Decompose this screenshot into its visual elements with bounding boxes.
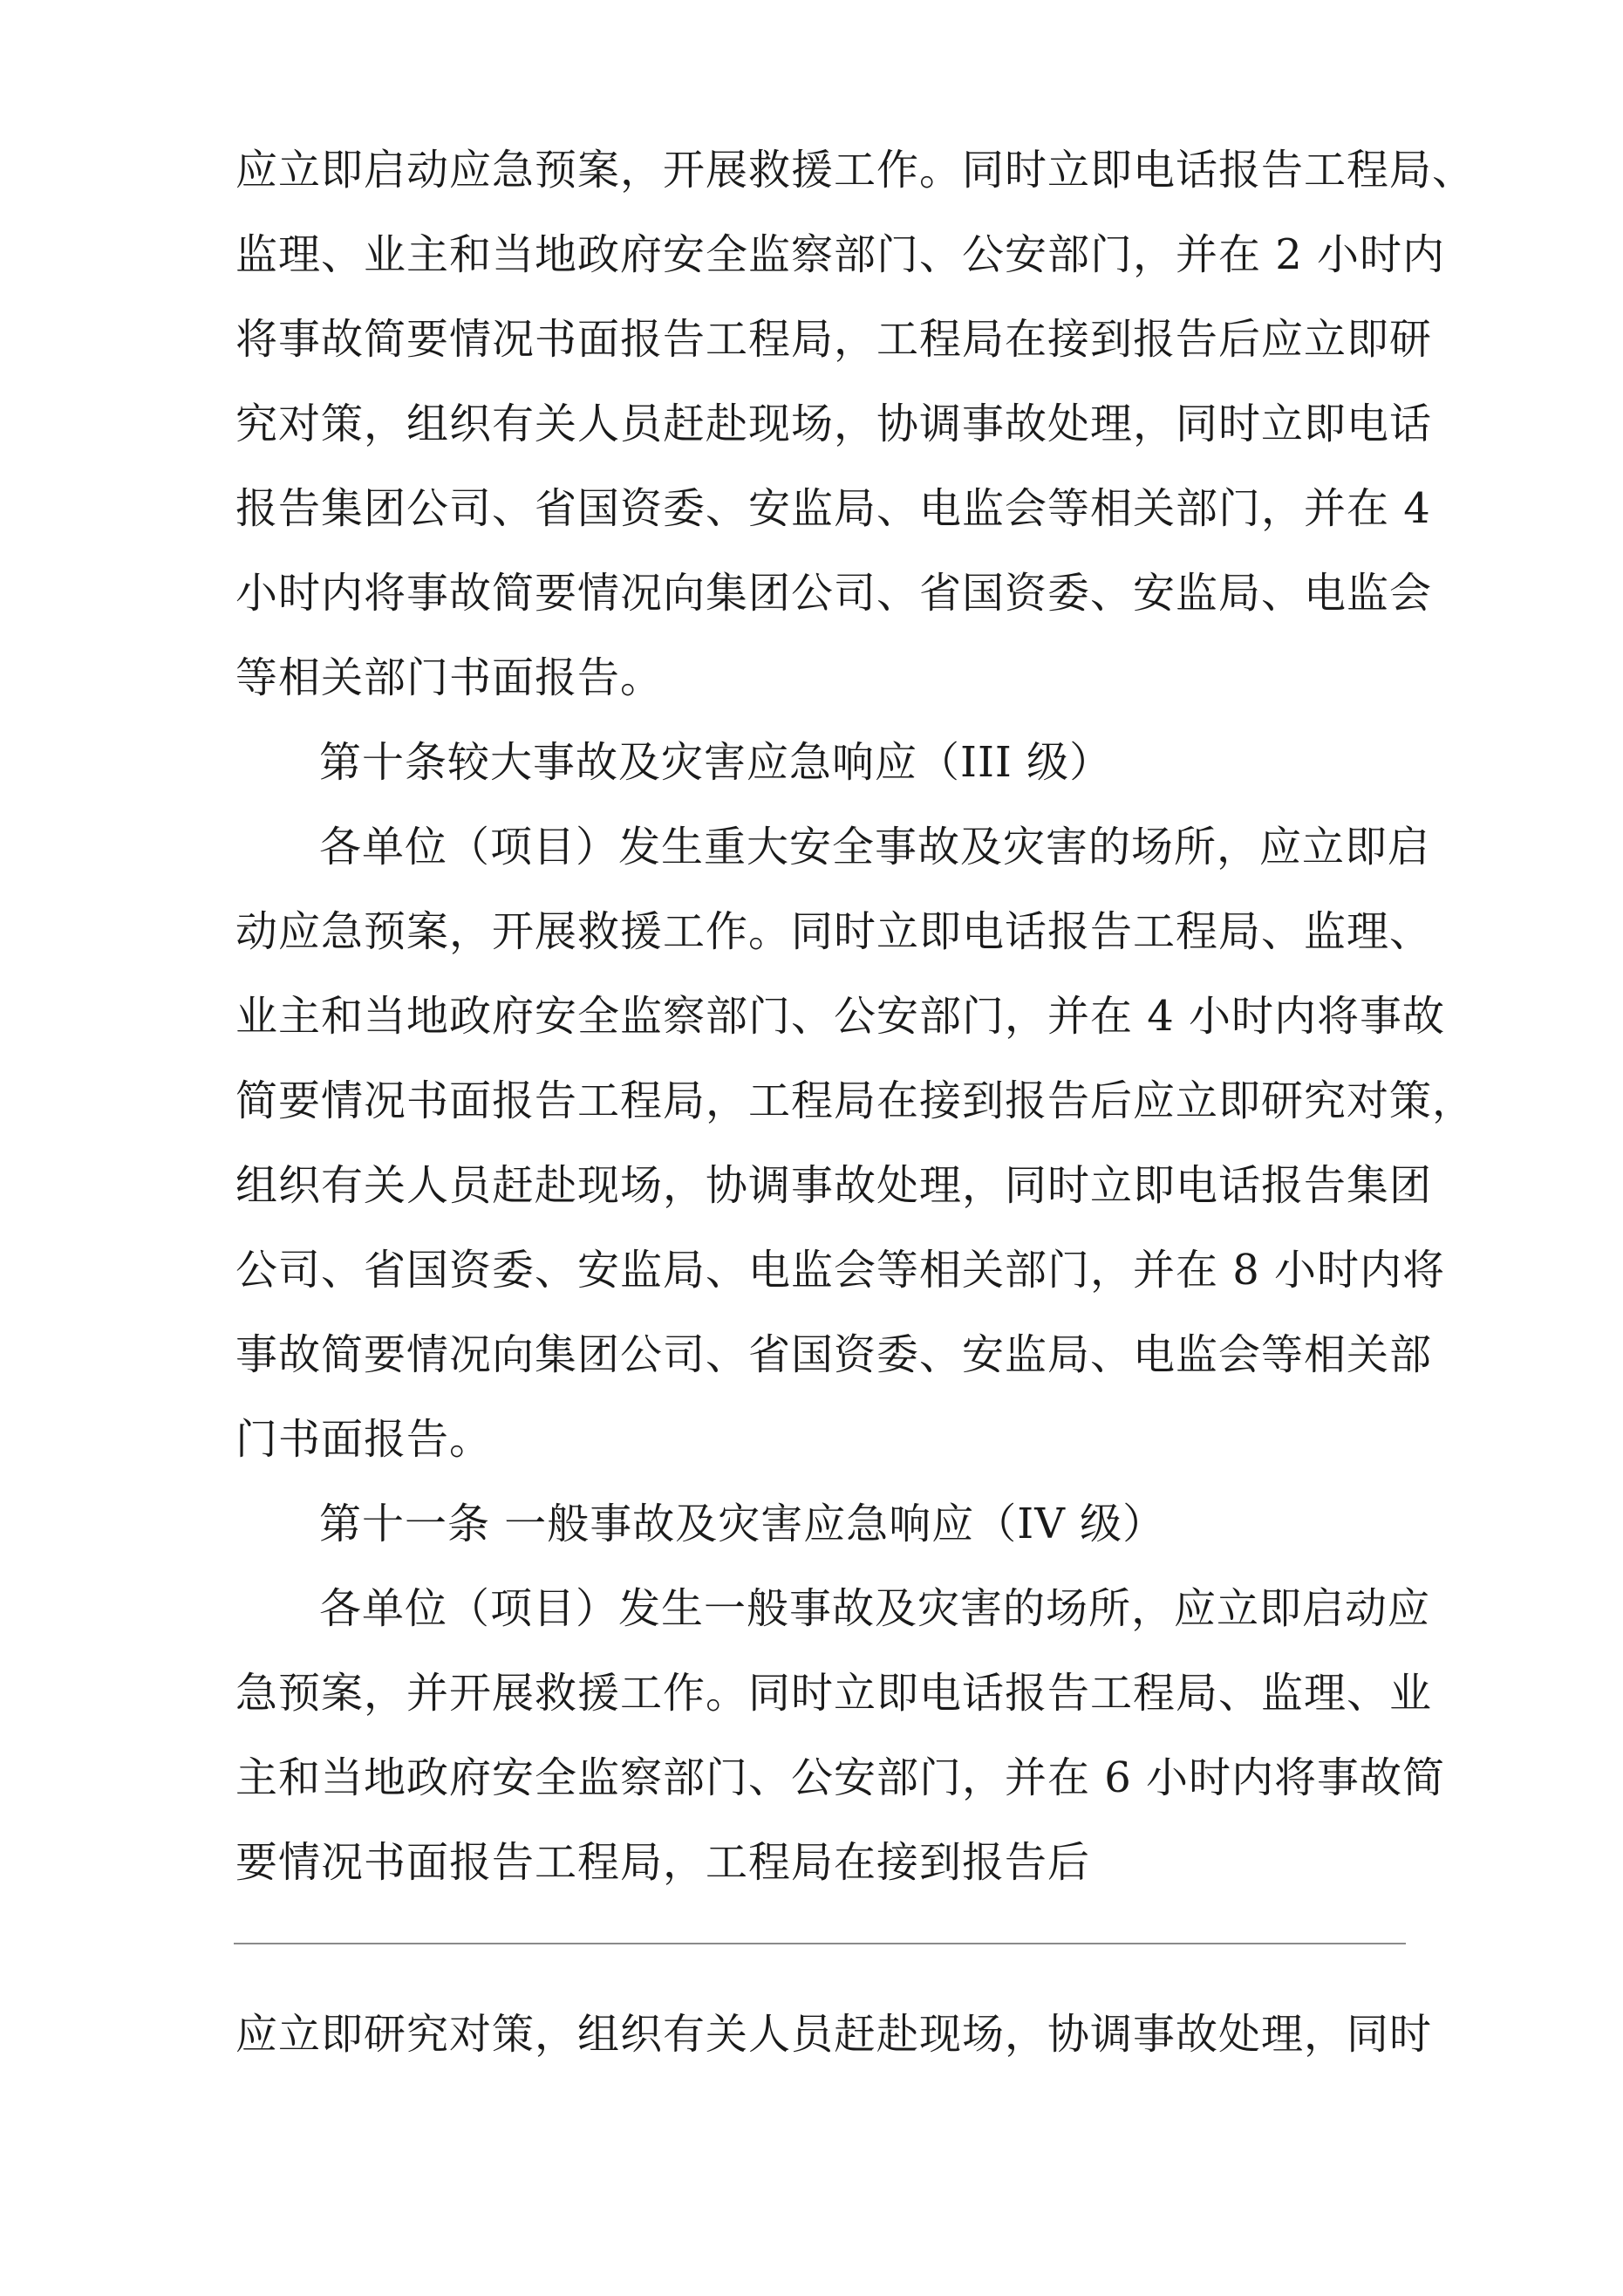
paragraph-2-line: 事故简要情况向集团公司、省国资委、安监局、电监会等相关部	[235, 1330, 1433, 1379]
paragraph-1-line: 究对策，组织有关人员赶赴现场，协调事故处理，同时立即电话	[235, 400, 1433, 448]
paragraph-3-line: 主和当地政府安全监察部门、公安部门，并在 6 小时内将事故简	[235, 1753, 1446, 1802]
paragraph-2-line: 简要情况书面报告工程局，工程局在接到报告后应立即研究对策，	[235, 1076, 1476, 1125]
paragraph-1-line: 小时内将事故简要情况向集团公司、省国资委、安监局、电监会	[235, 569, 1433, 618]
section-heading: 第十一条 一般事故及灾害应急响应（IV 级）	[319, 1500, 1166, 1548]
paragraph-3-line: 各单位（项目）发生一般事故及灾害的场所，应立即启动应	[319, 1584, 1431, 1633]
paragraph-1-line: 将事故简要情况书面报告工程局，工程局在接到报告后应立即研	[235, 315, 1433, 364]
paragraph-2-line: 各单位（项目）发生重大安全事故及灾害的场所，应立即启	[319, 823, 1431, 871]
paragraph-3-line: 要情况书面报告工程局，工程局在接到报告后	[235, 1838, 1091, 1887]
page-break-divider	[234, 1943, 1406, 1944]
paragraph-2-line: 动应急预案，开展救援工作。同时立即电话报告工程局、监理、	[235, 907, 1433, 956]
paragraph-2-line: 公司、省国资委、安监局、电监会等相关部门，并在 8 小时内将	[235, 1246, 1446, 1295]
paragraph-1-line: 监理、业主和当地政府安全监察部门、公安部门，并在 2 小时内	[235, 230, 1446, 279]
paragraph-1-line: 报告集团公司、省国资委、安监局、电监会等相关部门，并在 4	[235, 484, 1431, 533]
paragraph-1-line: 等相关部门书面报告。	[235, 653, 664, 702]
paragraph-2-line: 门书面报告。	[235, 1415, 493, 1464]
continuation-line: 应立即研究对策，组织有关人员赶赴现场，协调事故处理，同时	[235, 2010, 1433, 2059]
paragraph-2-line: 组织有关人员赶赴现场，协调事故处理，同时立即电话报告集团	[235, 1161, 1433, 1210]
paragraph-2-line: 业主和当地政府安全监察部门、公安部门，并在 4 小时内将事故	[235, 992, 1446, 1041]
paragraph-3-line: 急预案，并开展救援工作。同时立即电话报告工程局、监理、业	[235, 1669, 1433, 1718]
section-heading: 第十条较大事故及灾害应急响应（III 级）	[319, 738, 1113, 787]
paragraph-1-line: 应立即启动应急预案，开展救援工作。同时立即电话报告工程局、	[235, 146, 1476, 195]
